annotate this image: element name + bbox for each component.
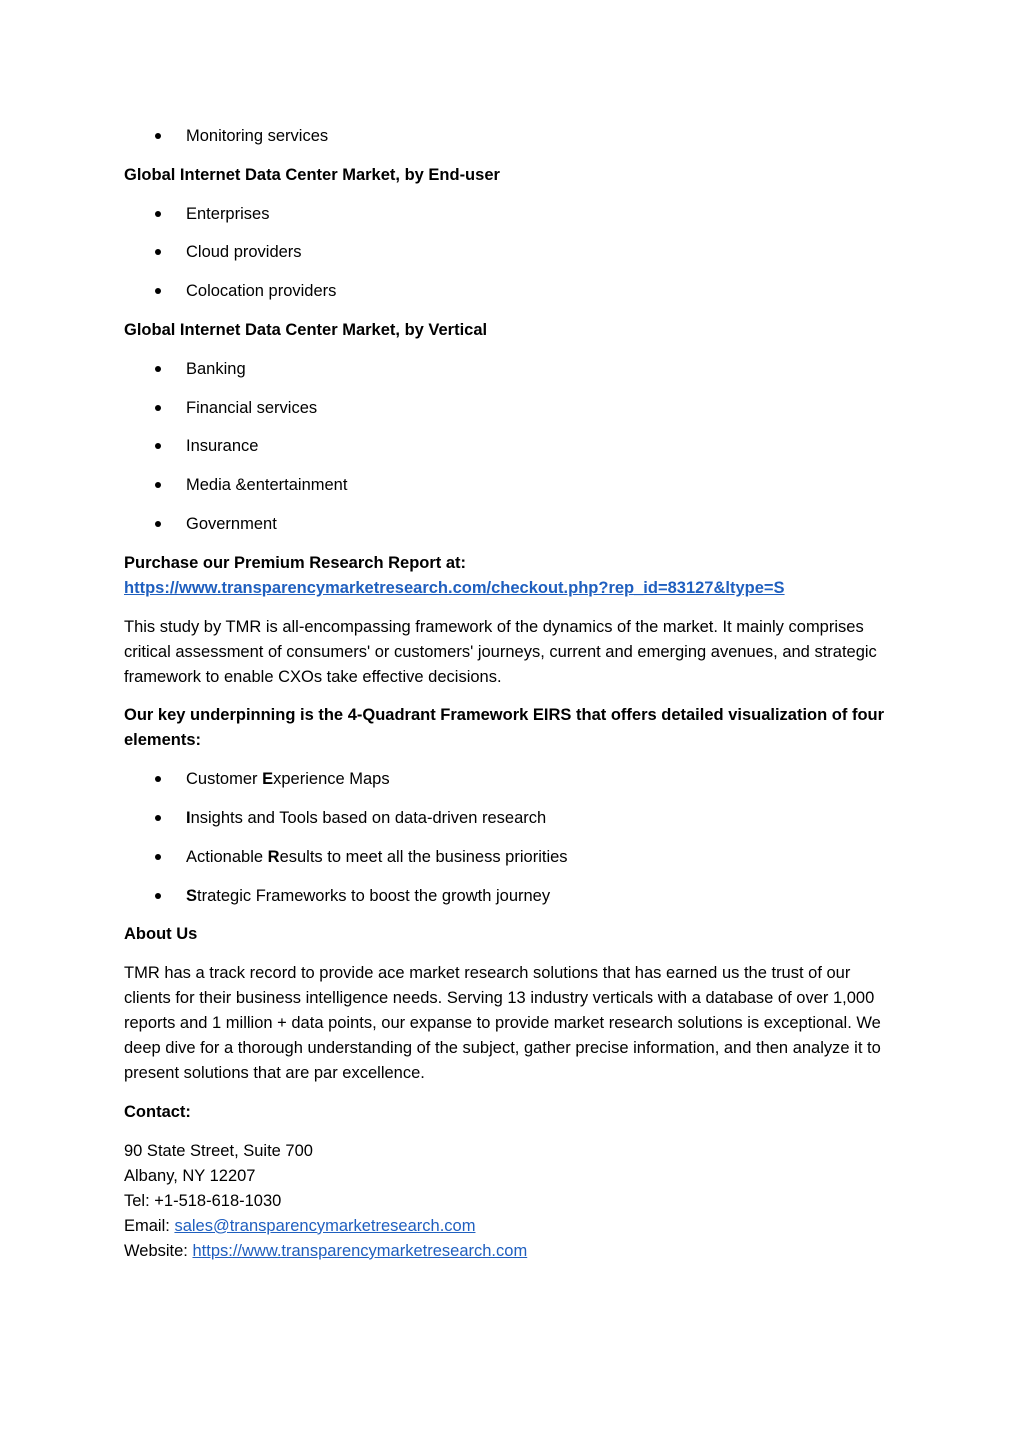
website-line [124,1239,899,1264]
list-item: Colocation providers [124,279,899,304]
website-label: Website: [124,1241,193,1260]
study-paragraph: This study by TMR is all-encompassing framework of the dynamics of the market. It mainly comprises critical assessment of consumers' or customers' journeys, current and emerging avenues, and strategic framework to enable CXOs take effective decisions. [124,617,877,686]
list-item: Strategic Frameworks to boost the growth journey [124,884,899,909]
bullet-icon [155,815,161,821]
bullet-icon [155,288,161,294]
list-item: Insurance [124,434,899,459]
bullet-icon [155,521,161,527]
service-list [124,124,899,149]
phone-line: Tel: +1-518-618-1030 [124,1191,282,1210]
bullet-icon [155,854,161,860]
bullet-icon [155,405,161,411]
bullet-icon [155,366,161,372]
list-item: Monitoring services [124,124,899,149]
list-item: Government [124,512,899,537]
purchase-block [124,551,899,601]
end-user-list [124,202,899,305]
bullet-icon [155,249,161,255]
website-link[interactable]: https://www.transparencymarketresearch.com [192,1241,528,1260]
contact-heading: Contact: [124,1102,191,1121]
address-line-2: Albany, NY 12207 [124,1166,256,1185]
list-item: Customer Experience Maps [124,767,899,792]
list-item: Financial services [124,396,899,421]
list-item: Enterprises [124,202,899,227]
contact-block [124,1139,899,1264]
document-page [124,124,899,1264]
purchase-link[interactable]: https://www.transparencymarketresearch.com/checkout.php?rep_id=83127&ltype=S [124,578,785,597]
email-label: Email: [124,1216,175,1235]
bullet-icon [155,893,161,899]
list-item: Media &entertainment [124,473,899,498]
about-paragraph: TMR has a track record to provide ace market research solutions that has earned us the trust of our clients for their business intelligence needs. Serving 13 industry verticals with a database of over 1,000 reports and 1 million + data points, our expanse to provide market research solutions is exceptional. We deep dive for a thorough understanding of the subject, gather precise information, and then analyze it to present solutions that are par excellence. [124,964,881,1083]
list-item: Insights and Tools based on data-driven research [124,806,899,831]
vertical-heading: Global Internet Data Center Market, by Vertical [124,320,488,339]
email-link[interactable]: sales@transparencymarketresearch.com [174,1216,476,1235]
purchase-label: Purchase our Premium Research Report at: [124,553,467,572]
end-user-heading: Global Internet Data Center Market, by End-user [124,165,500,184]
email-line [124,1214,899,1239]
vertical-list [124,357,899,537]
list-item: Actionable Results to meet all the business priorities [124,845,899,870]
list-item: Banking [124,357,899,382]
list-item: Cloud providers [124,240,899,265]
about-heading: About Us [124,925,198,944]
bullet-icon [155,482,161,488]
bullet-icon [155,133,161,139]
framework-list [124,767,899,908]
bullet-icon [155,443,161,449]
framework-heading: Our key underpinning is the 4-Quadrant Framework EIRS that offers detailed visualization of four elements: [124,706,885,750]
address-line-1: 90 State Street, Suite 700 [124,1141,313,1160]
bullet-icon [155,776,161,782]
bullet-icon [155,211,161,217]
